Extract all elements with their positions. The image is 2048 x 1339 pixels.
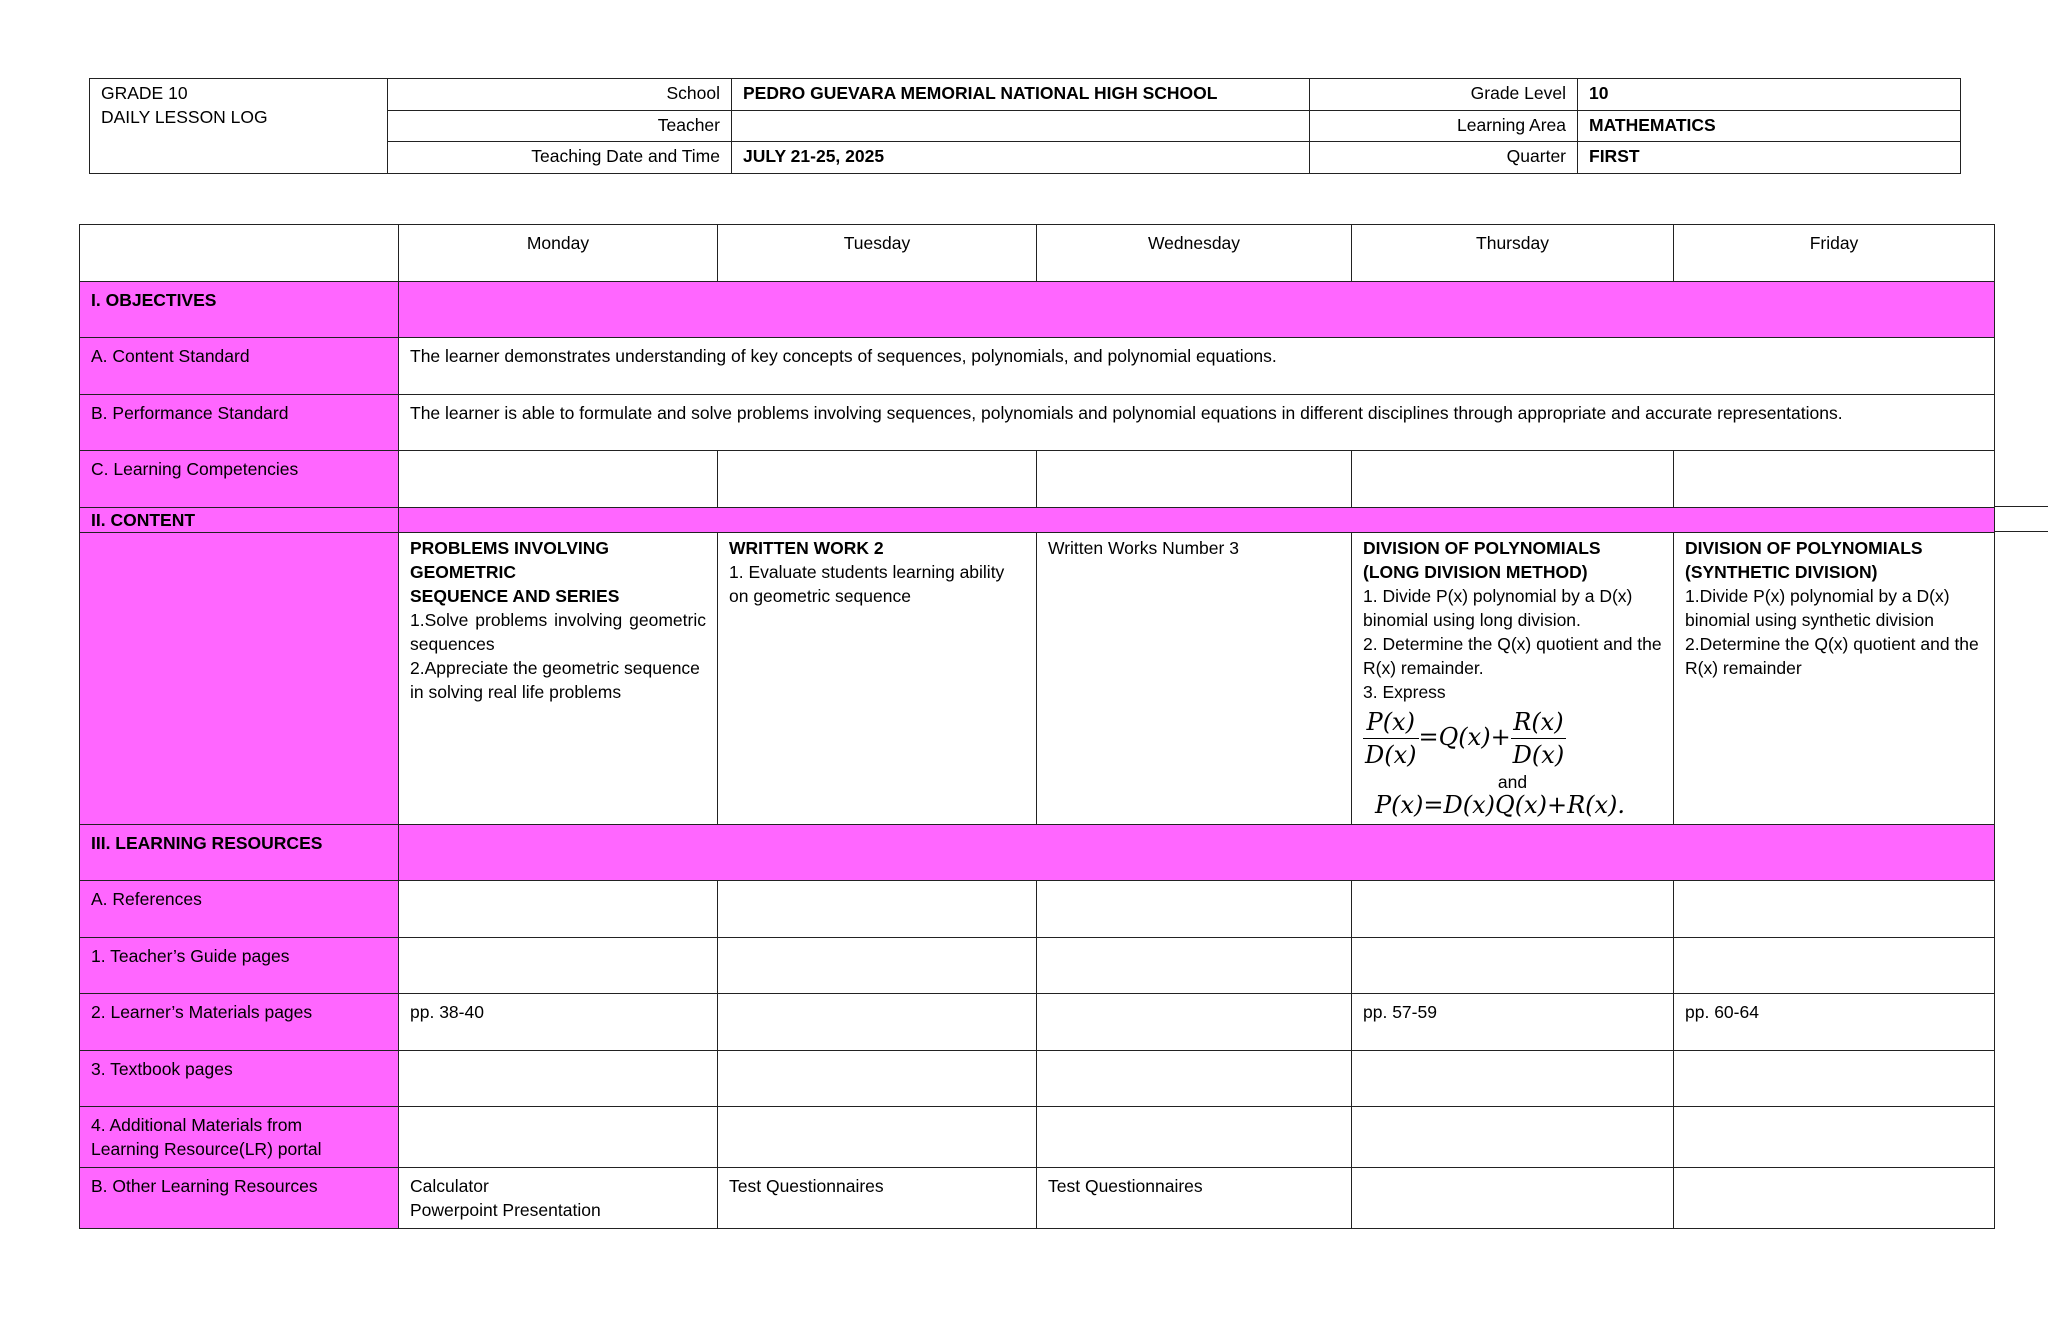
references-wednesday: [1037, 881, 1352, 938]
friday-objective-2: 2.Determine the Q(x) quotient and the R(x) remainder: [1685, 633, 1979, 678]
other-thursday: [1352, 1168, 1674, 1229]
quarter-value: FIRST: [1578, 142, 1961, 174]
corner-cell: [80, 225, 399, 282]
grade-title: GRADE 10: [101, 83, 188, 103]
monday-title-1: PROBLEMS INVOLVING GEOMETRIC: [410, 537, 609, 582]
learners-materials-row: [80, 994, 1995, 1051]
content-tuesday: [718, 532, 1037, 824]
content-row: [80, 532, 1995, 824]
lesson-log-table: [79, 224, 1995, 1229]
teacher-value: [732, 110, 1310, 142]
references-tuesday: [718, 881, 1037, 938]
other-tuesday: Test Questionnaires: [718, 1168, 1037, 1229]
learning-area-label: Learning Area: [1310, 110, 1578, 142]
performance-standard-text: The learner is able to formulate and solve problems involving sequences, polynomials and polynomial equations in different disciplines through appropriate and accurate representations.: [399, 394, 1995, 451]
friday-objective-1: 1.Divide P(x) polynomial by a D(x) binomial using synthetic division: [1685, 585, 1950, 630]
competencies-friday: [1674, 451, 1995, 508]
grade-level-value: 10: [1578, 79, 1961, 111]
competencies-thursday: [1352, 451, 1674, 508]
tuesday-objective-1: 1. Evaluate students learning ability on geometric sequence: [729, 561, 1005, 606]
textbook-tuesday: [718, 1050, 1037, 1107]
textbook-friday: [1674, 1050, 1995, 1107]
teachers-guide-row: [80, 937, 1995, 994]
textbook-wednesday: [1037, 1050, 1352, 1107]
resources-heading-row: [80, 824, 1995, 881]
quarter-label: Quarter: [1310, 142, 1578, 174]
day-monday: Monday: [399, 225, 718, 282]
fraction-denominator: D(x): [1512, 740, 1565, 769]
tg-monday: [399, 937, 718, 994]
competencies-label: C. Learning Competencies: [80, 451, 399, 508]
content-friday: [1674, 532, 1995, 824]
resources-band: [399, 824, 1995, 881]
overflow-cell-stub: [1994, 506, 2048, 532]
day-wednesday: Wednesday: [1037, 225, 1352, 282]
wednesday-objective-1: Written Works Number 3: [1048, 537, 1239, 558]
tg-thursday: [1352, 937, 1674, 994]
teacher-label: Teacher: [388, 110, 732, 142]
additional-materials-label: [80, 1107, 399, 1168]
textbook-row: [80, 1050, 1995, 1107]
teachers-guide-label: 1. Teacher’s Guide pages: [80, 937, 399, 994]
objectives-band: [399, 281, 1995, 338]
day-friday: Friday: [1674, 225, 1995, 282]
resources-heading: III. LEARNING RESOURCES: [80, 824, 399, 881]
header-table: [89, 78, 1961, 174]
additional-tuesday: [718, 1107, 1037, 1168]
fraction-numerator: R(x): [1511, 706, 1567, 739]
references-label: A. References: [80, 881, 399, 938]
textbook-monday: [399, 1050, 718, 1107]
additional-wednesday: [1037, 1107, 1352, 1168]
other-resources-row: [80, 1168, 1995, 1229]
fraction-denominator: D(x): [1365, 740, 1417, 769]
competencies-wednesday: [1037, 451, 1352, 508]
content-heading-row: [80, 507, 1995, 532]
monday-title-2: SEQUENCE AND SERIES: [410, 585, 620, 606]
content-standard-text: The learner demonstrates understanding of key concepts of sequences, polynomials, and polynomial equations.: [399, 338, 1995, 395]
references-monday: [399, 881, 718, 938]
additional-thursday: [1352, 1107, 1674, 1168]
additional-label-line-1: 4. Additional Materials from: [91, 1115, 303, 1135]
content-standard-row: [80, 338, 1995, 395]
references-thursday: [1352, 881, 1674, 938]
learners-materials-label: 2. Learner’s Materials pages: [80, 994, 399, 1051]
equation-middle: =Q(x)+: [1418, 722, 1511, 751]
additional-materials-row: [80, 1107, 1995, 1168]
lm-wednesday: [1037, 994, 1352, 1051]
content-label-cell: [80, 532, 399, 824]
content-thursday: [1352, 532, 1674, 824]
day-thursday: Thursday: [1352, 225, 1674, 282]
other-resources-label: B. Other Learning Resources: [80, 1168, 399, 1229]
learning-area-value: MATHEMATICS: [1578, 110, 1961, 142]
references-friday: [1674, 881, 1995, 938]
additional-friday: [1674, 1107, 1995, 1168]
school-label: School: [388, 79, 732, 111]
tg-tuesday: [718, 937, 1037, 994]
fraction-r-over-d: [1511, 706, 1567, 771]
log-title: DAILY LESSON LOG: [101, 107, 268, 127]
grade-level-label: Grade Level: [1310, 79, 1578, 111]
fraction-p-over-d: [1363, 706, 1419, 771]
content-heading: II. CONTENT: [80, 507, 399, 532]
friday-title-1: DIVISION OF POLYNOMIALS: [1685, 537, 1923, 558]
performance-standard-row: [80, 394, 1995, 451]
competencies-monday: [399, 451, 718, 508]
date-label: Teaching Date and Time: [388, 142, 732, 174]
and-text: and: [1497, 771, 1528, 792]
lm-friday: pp. 60-64: [1674, 994, 1995, 1051]
days-row: [80, 225, 1995, 282]
content-band: [399, 507, 1995, 532]
additional-label-line-2: Learning Resource(LR) portal: [91, 1139, 322, 1159]
monday-objective-1: 1.Solve problems involving geometric sequences: [410, 609, 706, 654]
product-equation: P(x)=D(x)Q(x)+R(x).: [1375, 790, 1626, 819]
school-value: PEDRO GUEVARA MEMORIAL NATIONAL HIGH SCHOOL: [732, 79, 1310, 111]
objectives-heading: I. OBJECTIVES: [80, 281, 399, 338]
log-title-cell: [90, 79, 388, 174]
other-monday-item-1: Calculator: [410, 1176, 489, 1196]
competencies-tuesday: [718, 451, 1037, 508]
thursday-title-2: (LONG DIVISION METHOD): [1363, 561, 1588, 582]
thursday-title-1: DIVISION OF POLYNOMIALS: [1363, 537, 1601, 558]
tuesday-title: WRITTEN WORK 2: [729, 537, 884, 558]
other-friday: [1674, 1168, 1995, 1229]
thursday-objective-3: 3. Express: [1363, 681, 1446, 702]
tg-friday: [1674, 937, 1995, 994]
content-wednesday: [1037, 532, 1352, 824]
competencies-row: [80, 451, 1995, 508]
objectives-row: [80, 281, 1995, 338]
other-monday-item-2: Powerpoint Presentation: [410, 1200, 601, 1220]
other-wednesday: Test Questionnaires: [1037, 1168, 1352, 1229]
thursday-objective-1: 1. Divide P(x) polynomial by a D(x) binomial using long division.: [1363, 585, 1633, 630]
content-monday: [399, 532, 718, 824]
fraction-numerator: P(x): [1363, 706, 1419, 739]
lm-tuesday: [718, 994, 1037, 1051]
day-tuesday: Tuesday: [718, 225, 1037, 282]
thursday-objective-2: 2. Determine the Q(x) quotient and the R(x) remainder.: [1363, 633, 1662, 678]
lm-monday: pp. 38-40: [399, 994, 718, 1051]
other-monday: [399, 1168, 718, 1229]
references-row: [80, 881, 1995, 938]
monday-objective-2: 2.Appreciate the geometric sequence in solving real life problems: [410, 657, 700, 702]
performance-standard-label: B. Performance Standard: [80, 394, 399, 451]
content-standard-label: A. Content Standard: [80, 338, 399, 395]
textbook-label: 3. Textbook pages: [80, 1050, 399, 1107]
date-value: JULY 21-25, 2025: [732, 142, 1310, 174]
additional-monday: [399, 1107, 718, 1168]
textbook-thursday: [1352, 1050, 1674, 1107]
division-equation: [1363, 706, 1662, 771]
tg-wednesday: [1037, 937, 1352, 994]
friday-title-2: (SYNTHETIC DIVISION): [1685, 561, 1878, 582]
lm-thursday: pp. 57-59: [1352, 994, 1674, 1051]
